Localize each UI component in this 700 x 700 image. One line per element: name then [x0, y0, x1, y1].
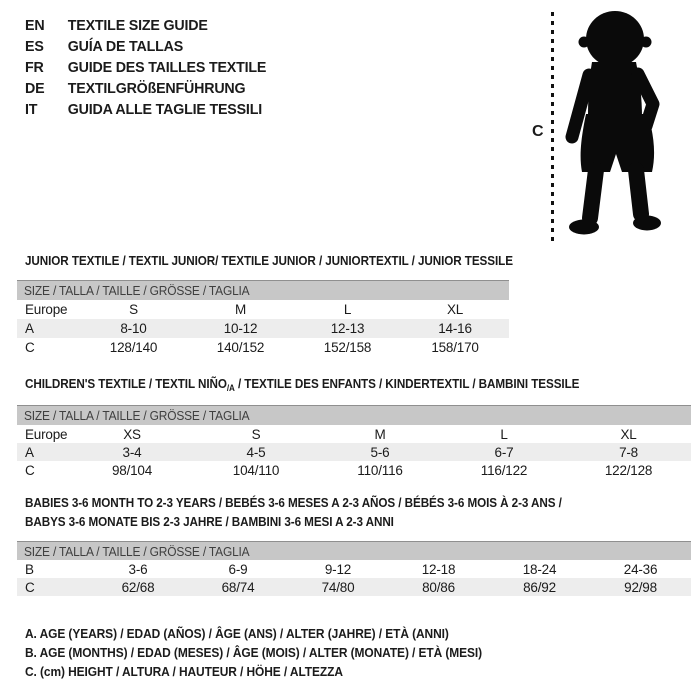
size-cell: 8-10 [80, 319, 187, 338]
size-cell: M [374, 426, 386, 442]
children-title-pre: CHILDREN'S TEXTILE / TEXTIL NIÑO [25, 376, 227, 391]
size-cell: 122/128 [604, 462, 653, 478]
size-cell: 14-16 [401, 319, 509, 338]
lang-code: FR [25, 59, 44, 76]
size-cell: 140/152 [216, 340, 265, 355]
children-section-title [25, 375, 579, 398]
size-cell: 110/116 [357, 462, 403, 478]
lang-label: GUIDE DES TAILLES TEXTILE [67, 59, 267, 76]
row-label: B [25, 561, 34, 577]
size-header-label: SIZE / TALLA / TAILLE / GRÖSSE / TAGLIA [24, 543, 250, 559]
height-dotted-line [551, 12, 554, 242]
table-row [17, 338, 509, 357]
table-row [17, 461, 691, 479]
size-cell: M [234, 302, 247, 317]
size-header-label: SIZE / TALLA / TAILLE / GRÖSSE / TAGLIA [24, 283, 250, 298]
footnote-c: C. (cm) HEIGHT / ALTURA / HAUTEUR / HÖHE / ALTEZZA [25, 663, 343, 679]
children-title-sub: /A [226, 383, 235, 393]
row-label: A [17, 443, 70, 461]
size-cell: 10-12 [187, 319, 294, 338]
row-label: A [17, 319, 80, 338]
row-label: C [25, 340, 35, 355]
size-header-row [17, 406, 691, 426]
table-row [17, 560, 691, 578]
size-cell: L [500, 426, 508, 442]
babies-size-table [17, 541, 691, 596]
size-cell: 7-8 [566, 443, 691, 461]
lang-code: ES [25, 38, 44, 55]
table-row [17, 300, 509, 319]
size-cell: 6-7 [442, 443, 566, 461]
lang-label: GUÍA DE TALLAS [67, 38, 184, 55]
lang-row-fr [25, 57, 266, 78]
babies-title-line2: BABYS 3-6 MONATE BIS 2-3 JAHRE / BAMBINI 3-6 MESI A 2-3 ANNI [25, 513, 394, 529]
size-cell: 24-36 [623, 561, 658, 577]
row-label: C [25, 462, 35, 478]
lang-label: TEXTILE SIZE GUIDE [67, 17, 208, 34]
size-cell: 158/170 [431, 340, 479, 355]
size-cell: S [129, 302, 138, 317]
lang-row-en [25, 15, 266, 36]
lang-row-de [25, 78, 266, 99]
size-cell: 68/74 [188, 578, 288, 596]
size-cell: 4-5 [194, 443, 318, 461]
footnote-b: B. AGE (MONTHS) / EDAD (MESES) / ÂGE (MOIS) / ALTER (MONATE) / ETÀ (MESI) [25, 644, 483, 660]
size-cell: XS [123, 426, 141, 442]
table-row [17, 578, 691, 596]
toddler-silhouette-icon [556, 6, 688, 244]
table-row [17, 319, 509, 338]
size-cell: 62/68 [88, 578, 188, 596]
lang-code: DE [25, 80, 45, 97]
children-size-table [17, 405, 691, 479]
size-cell: S [251, 426, 261, 442]
junior-size-table [17, 280, 509, 357]
size-cell: 3-6 [128, 561, 148, 577]
size-cell: 128/140 [109, 340, 158, 355]
size-cell: XL [620, 426, 637, 442]
size-cell: 80/86 [388, 578, 489, 596]
size-header-label: SIZE / TALLA / TAILLE / GRÖSSE / TAGLIA [24, 408, 250, 423]
footnote-a: A. AGE (YEARS) / EDAD (AÑOS) / ÂGE (ANS) / ALTER (JAHRE) / ETÀ (ANNI) [25, 626, 449, 641]
row-label: C [17, 578, 88, 596]
table-row [17, 425, 691, 443]
size-cell: 12-18 [421, 561, 456, 577]
size-cell: 104/110 [232, 462, 280, 478]
lang-label: TEXTILGRÖßENFÜHRUNG [67, 80, 246, 97]
size-cell: 86/92 [489, 578, 590, 596]
row-label: Europe [25, 302, 68, 317]
size-cell: L [343, 302, 352, 317]
row-label: Europe [25, 426, 68, 442]
size-cell: XL [446, 302, 464, 317]
height-measure-label: C [532, 123, 544, 140]
lang-code: EN [25, 17, 45, 34]
size-cell: 18-24 [522, 561, 557, 577]
size-cell: 6-9 [228, 561, 248, 577]
size-cell: 98/104 [111, 462, 153, 478]
size-header-row [17, 281, 509, 301]
lang-code: IT [25, 101, 38, 118]
size-cell: 92/98 [590, 578, 691, 596]
size-cell: 74/80 [288, 578, 388, 596]
size-cell: 12-13 [294, 319, 401, 338]
size-header-row [17, 542, 691, 561]
lang-label: GUIDA ALLE TAGLIE TESSILI [67, 101, 262, 118]
size-cell: 9-12 [324, 561, 352, 577]
junior-section-title: JUNIOR TEXTILE / TEXTIL JUNIOR/ TEXTILE JUNIOR / JUNIORTEXTIL / JUNIOR TESSILE [25, 253, 513, 268]
language-list [25, 15, 266, 120]
footnotes [25, 625, 482, 681]
size-cell: 3-4 [70, 443, 194, 461]
children-title-post: / TEXTILE DES ENFANTS / KINDERTEXTIL / BAMBINI TESSILE [234, 376, 580, 391]
babies-section-title [25, 494, 562, 531]
size-cell: 152/158 [323, 340, 372, 355]
lang-row-es [25, 36, 266, 57]
size-cell: 116/122 [480, 462, 528, 478]
table-row [17, 443, 691, 461]
babies-title-line1: BABIES 3-6 MONTH TO 2-3 YEARS / BEBÉS 3-6 MESES A 2-3 AÑOS / BÉBÉS 3-6 MOIS À 2-3 ANS / [25, 495, 562, 510]
size-cell: 5-6 [318, 443, 442, 461]
lang-row-it [25, 99, 266, 120]
